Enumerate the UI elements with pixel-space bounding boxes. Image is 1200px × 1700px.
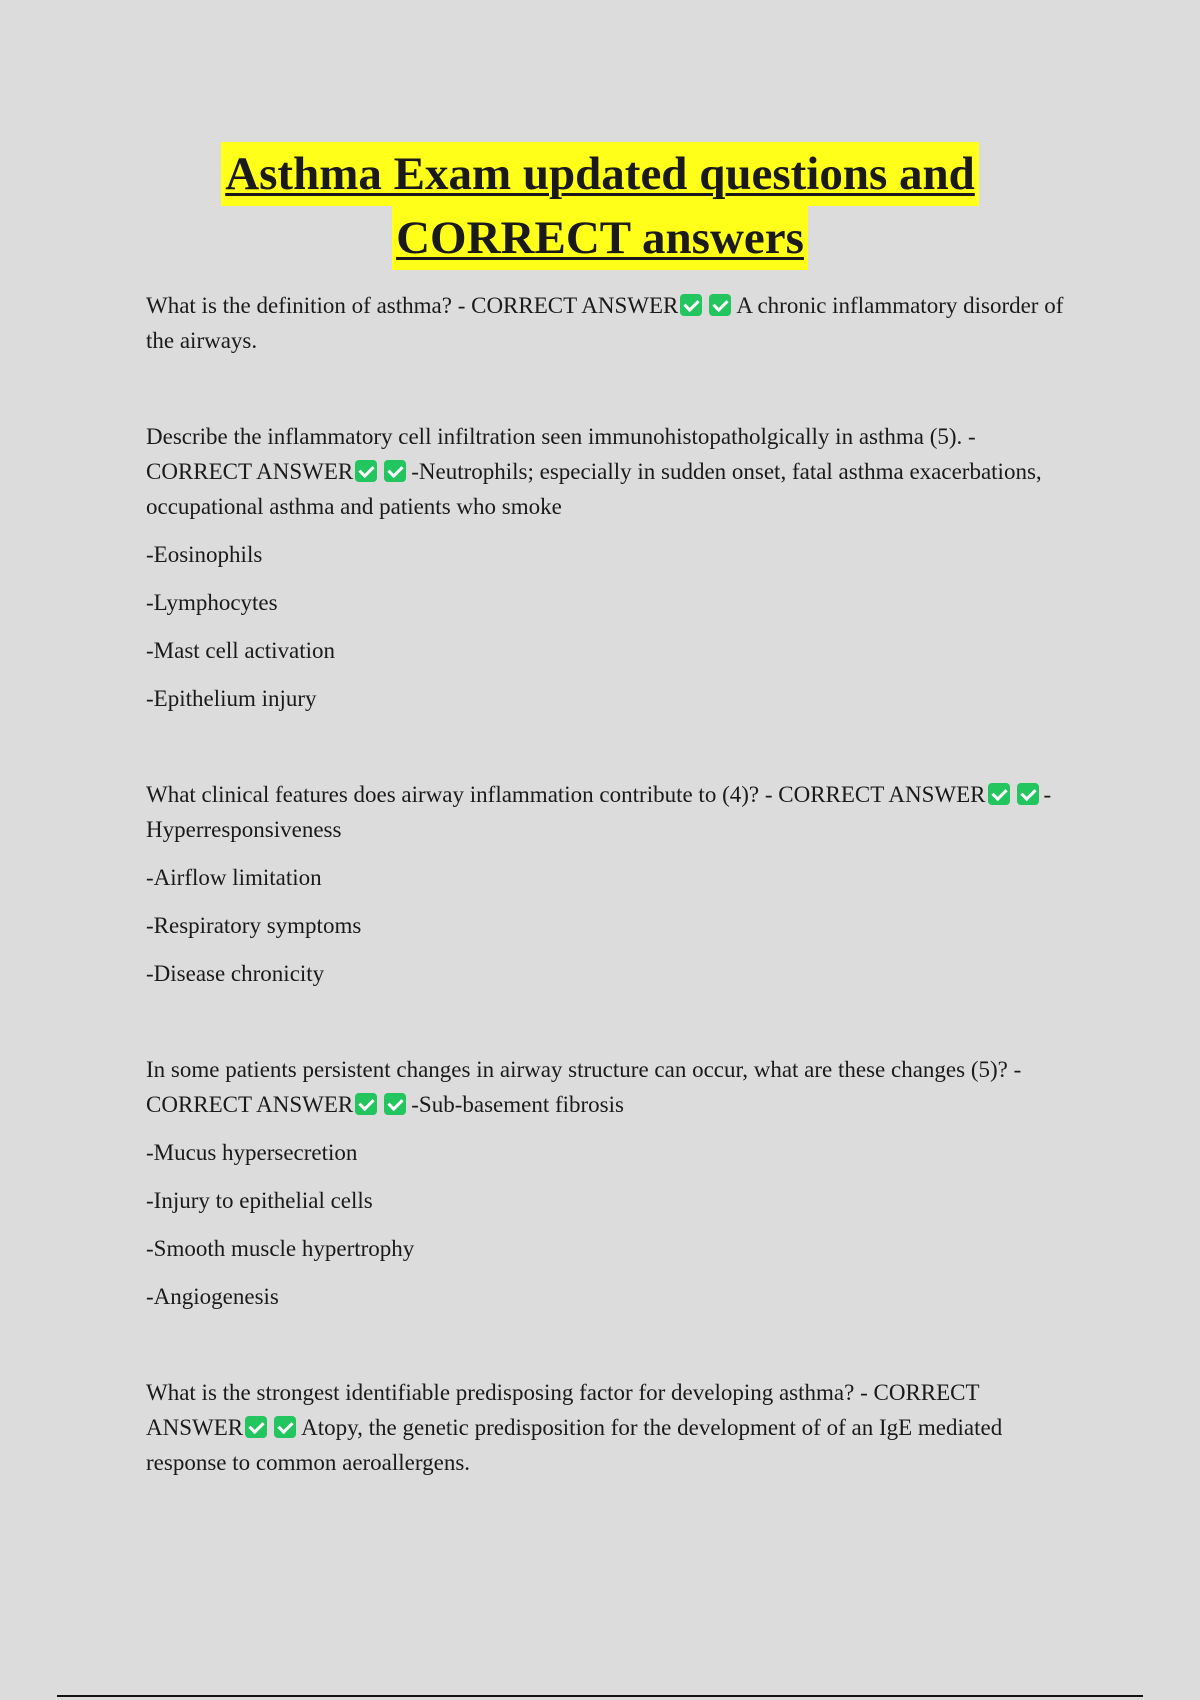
- list-item: -Injury to epithelial cells: [146, 1188, 373, 1213]
- qa-block-3: [146, 777, 1066, 991]
- check-mark-icon: [274, 1416, 296, 1438]
- list-item: -Respiratory symptoms: [146, 913, 362, 938]
- title-line-1: Asthma Exam updated questions and: [221, 142, 979, 206]
- qa-block-2: [146, 419, 1066, 716]
- list-item: -Angiogenesis: [146, 1284, 279, 1309]
- question-paragraph: [146, 419, 1066, 524]
- list-item: -Epithelium injury: [146, 686, 317, 711]
- check-mark-icon: [988, 783, 1010, 805]
- question-text: Describe the inflammatory cell infiltration seen immunohistopatholgically in asthma (5). - CORRECT ANSWER: [146, 424, 976, 484]
- question-paragraph: [146, 1052, 1066, 1122]
- list-item: -Mast cell activation: [146, 638, 336, 663]
- answer-text: -Hyperresponsiveness: [146, 782, 1052, 842]
- check-mark-icon: [355, 1093, 377, 1115]
- question-text: What is the strongest identifiable predisposing factor for developing asthma? - CORRECT ANSWER: [146, 1380, 980, 1440]
- footer-divider: [57, 1695, 1143, 1697]
- question-text: In some patients persistent changes in airway structure can occur, what are these changes (5)? - CORRECT ANSWER: [146, 1057, 1022, 1117]
- check-mark-icon: [709, 294, 731, 316]
- check-mark-icon: [1017, 783, 1039, 805]
- answer-text: -Sub-basement fibrosis: [411, 1092, 624, 1117]
- answer-text: -Neutrophils; especially in sudden onset, fatal asthma exacerbations, occupational asthma and patients who smoke: [146, 459, 1042, 519]
- title-line-2: CORRECT answers: [392, 206, 808, 270]
- check-mark-icon: [680, 294, 702, 316]
- question-text: What is the definition of asthma? - CORRECT ANSWER: [146, 293, 679, 318]
- list-item: -Mucus hypersecretion: [146, 1140, 358, 1165]
- check-mark-icon: [384, 460, 406, 482]
- question-paragraph: [146, 1375, 1066, 1480]
- page-title: [0, 142, 1200, 270]
- list-item: -Lymphocytes: [146, 590, 278, 615]
- list-item: -Disease chronicity: [146, 961, 325, 986]
- qa-list: [146, 288, 1066, 1541]
- answer-text: A chronic inflammatory disorder of the airways.: [146, 293, 1064, 353]
- qa-block-5: [146, 1375, 1066, 1480]
- question-paragraph: [146, 777, 1066, 847]
- list-item: -Eosinophils: [146, 542, 263, 567]
- list-item: -Smooth muscle hypertrophy: [146, 1236, 415, 1261]
- qa-block-4: [146, 1052, 1066, 1314]
- check-mark-icon: [245, 1416, 267, 1438]
- question-text: What clinical features does airway inflammation contribute to (4)? - CORRECT ANSWER: [146, 782, 986, 807]
- qa-block-1: [146, 288, 1066, 358]
- list-item: -Airflow limitation: [146, 865, 322, 890]
- answer-text: Atopy, the genetic predisposition for the development of of an IgE mediated response to common aeroallergens.: [146, 1415, 1003, 1475]
- check-mark-icon: [355, 460, 377, 482]
- question-paragraph: [146, 288, 1066, 358]
- check-mark-icon: [384, 1093, 406, 1115]
